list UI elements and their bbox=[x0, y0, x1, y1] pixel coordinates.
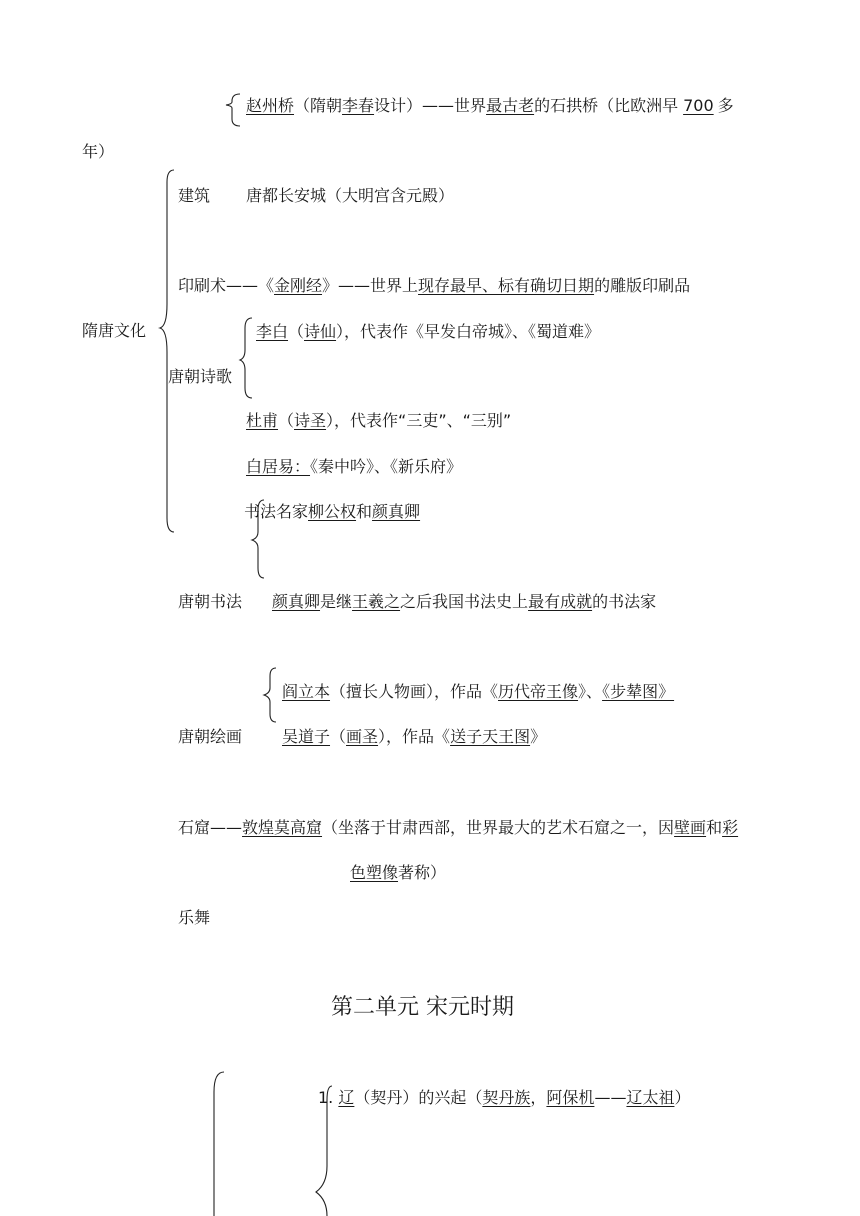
dufu-rest: ），代表作“三吏”、“三别” bbox=[326, 411, 512, 430]
calligraphy-line bbox=[272, 592, 656, 612]
grotto-desc: （坐落于甘肃西部，世界最大的艺术石窟之一，因 bbox=[322, 818, 675, 837]
liao-taizu: 辽太祖 bbox=[626, 1088, 675, 1107]
music-label: 乐舞 bbox=[178, 908, 211, 927]
yan-liben-rest: （擅长人物画），作品《 bbox=[330, 682, 499, 701]
abaoji: 阿保机 bbox=[546, 1088, 595, 1107]
liao-comma: ， bbox=[530, 1088, 547, 1107]
bracket-painting bbox=[264, 668, 276, 722]
zhaozhou-paren: （隋朝 bbox=[294, 96, 343, 115]
printing-mid: 》——世界上 bbox=[322, 276, 419, 295]
murals: 壁画 bbox=[674, 818, 707, 837]
wu-rest: ），作品《 bbox=[378, 727, 451, 746]
liu-gongquan: 柳公权 bbox=[308, 502, 357, 521]
wu-daozi-line bbox=[282, 727, 546, 747]
libai-rest: ），代表作《早发白帝城》、《蜀道难》 bbox=[336, 322, 601, 341]
grotto-prefix: 石窟—— bbox=[178, 818, 243, 837]
grotto-tail: 著称） bbox=[398, 863, 447, 882]
libai-line bbox=[256, 322, 600, 342]
liao-name: 辽 bbox=[338, 1088, 355, 1107]
libai-paren: （ bbox=[288, 322, 305, 341]
wu-daozi: 吴道子 bbox=[282, 727, 331, 746]
work-songzi: 送子天王图 bbox=[450, 727, 531, 746]
liao-dash: —— bbox=[594, 1088, 627, 1107]
zhaozhou-name: 赵州桥 bbox=[246, 96, 295, 115]
zhaozhou-wrap: 年） bbox=[82, 142, 115, 161]
wang-xizhi: 王羲之 bbox=[352, 592, 401, 611]
calligraphy-history: 之后我国书法史上 bbox=[400, 592, 529, 611]
architecture-label: 建筑 bbox=[178, 186, 211, 205]
zhaozhou-design: 设计）——世界 bbox=[374, 96, 487, 115]
bracket-poetry bbox=[240, 318, 252, 398]
liao-line bbox=[318, 1088, 690, 1108]
architecture-text: 唐都长安城（大明宫含元殿） bbox=[246, 186, 455, 205]
wu-title: 画圣 bbox=[346, 727, 379, 746]
li-chun: 李春 bbox=[342, 96, 375, 115]
bracket-song-yuan bbox=[214, 1072, 224, 1216]
printing-prefix: 印刷术——《 bbox=[178, 276, 275, 295]
calligraphy-after: 是继 bbox=[320, 592, 353, 611]
dufu-paren: （ bbox=[278, 411, 295, 430]
yan-liben-line bbox=[282, 682, 674, 702]
diamond-sutra: 金刚经 bbox=[274, 276, 323, 295]
dufu-line bbox=[246, 411, 511, 431]
calligraphy-label: 唐朝书法 bbox=[178, 592, 243, 611]
masters-prefix: 书法名家 bbox=[244, 502, 309, 521]
works-sep: 》、 bbox=[578, 682, 603, 701]
printing-line bbox=[178, 276, 690, 296]
masters-and: 和 bbox=[356, 502, 373, 521]
grotto-line-2 bbox=[350, 863, 446, 883]
printing-tail: 的雕版印刷品 bbox=[594, 276, 691, 295]
yan-zhenqing-2: 颜真卿 bbox=[272, 592, 321, 611]
work-bunian: 《步辇图》 bbox=[602, 682, 675, 701]
work-emperors: 历代帝王像 bbox=[498, 682, 579, 701]
yan-zhenqing: 颜真卿 bbox=[372, 502, 421, 521]
liao-close: ） bbox=[674, 1088, 691, 1107]
bracket-zhaozhou bbox=[226, 94, 240, 126]
wu-close: 》 bbox=[530, 727, 547, 746]
most-achieved: 最有成就 bbox=[528, 592, 593, 611]
baijuyi-line bbox=[246, 457, 462, 477]
baijuyi-rest: 《秦中吟》、《新乐府》 bbox=[310, 457, 463, 476]
painting-label: 唐朝绘画 bbox=[178, 727, 243, 746]
color-start: 彩 bbox=[722, 818, 739, 837]
wu-paren: （ bbox=[330, 727, 347, 746]
liao-paren: （契丹）的兴起（ bbox=[354, 1088, 483, 1107]
root-label: 隋唐文化 bbox=[82, 321, 147, 340]
calligraphy-tail: 的书法家 bbox=[592, 592, 657, 611]
dufu-name: 杜甫 bbox=[246, 411, 279, 430]
libai-title: 诗仙 bbox=[304, 322, 337, 341]
yan-liben: 阎立本 bbox=[282, 682, 331, 701]
unit-heading: 第二单元 宋元时期 bbox=[331, 995, 514, 1020]
stone-arch: 的石拱桥（比欧洲早 bbox=[534, 96, 679, 115]
oldest: 最古老 bbox=[486, 96, 535, 115]
color-statues: 色塑像 bbox=[350, 863, 399, 882]
earliest-dated: 现存最早、标有确切日期 bbox=[418, 276, 595, 295]
calligraphy-masters bbox=[244, 502, 420, 522]
mogao-caves: 敦煌莫高窟 bbox=[242, 818, 323, 837]
libai-name: 李白 bbox=[256, 322, 289, 341]
grotto-and: 和 bbox=[706, 818, 723, 837]
bracket-sui-tang bbox=[160, 170, 174, 532]
dufu-title: 诗圣 bbox=[294, 411, 327, 430]
khitan-tribe: 契丹族 bbox=[482, 1088, 531, 1107]
years-700: 700 bbox=[683, 96, 714, 115]
poetry-label: 唐朝诗歌 bbox=[168, 367, 233, 386]
more: 多 bbox=[717, 96, 734, 115]
grotto-line bbox=[178, 818, 738, 838]
baijuyi-name: 白居易： bbox=[246, 457, 311, 476]
zhaozhou-line bbox=[246, 96, 734, 116]
liao-num: 1. bbox=[318, 1088, 339, 1107]
